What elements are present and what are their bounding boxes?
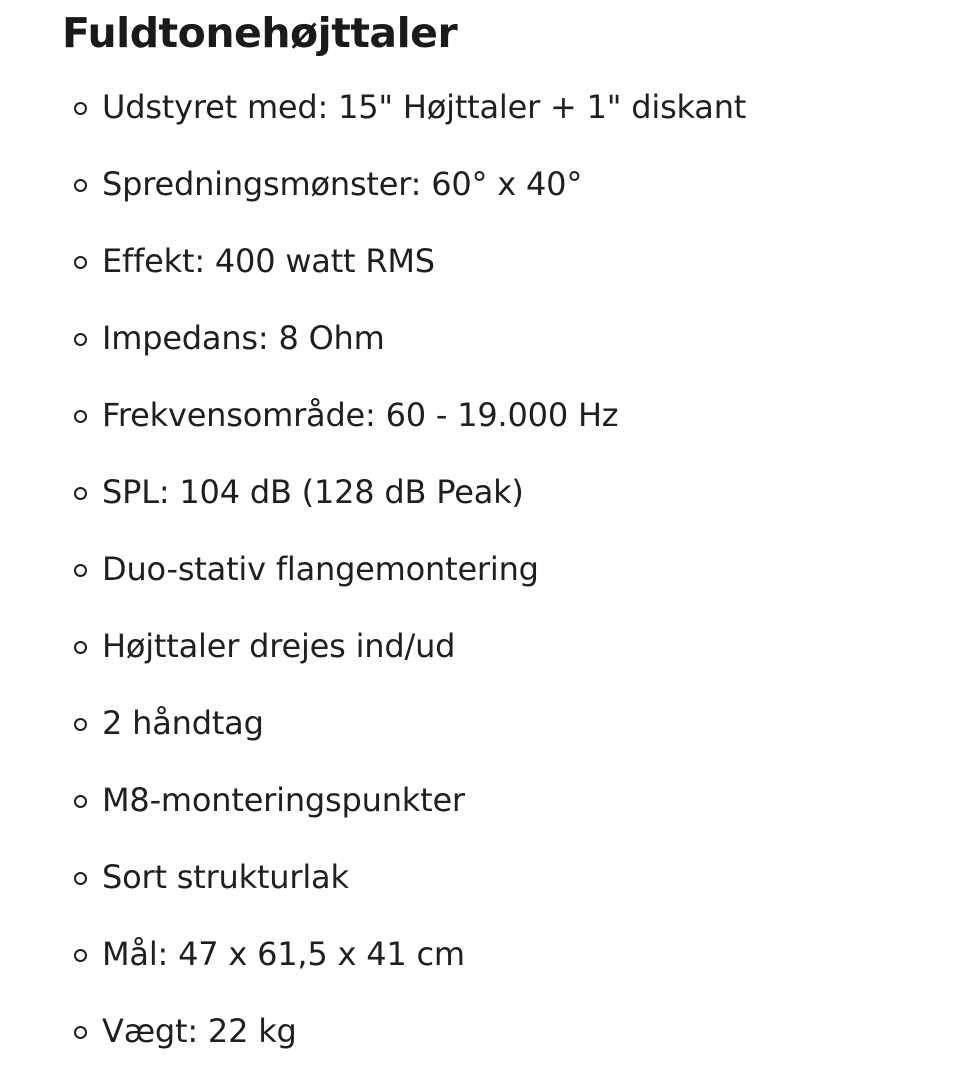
list-item — [0, 688, 960, 765]
bullet-circle-icon — [74, 410, 87, 423]
spec-text: Spredningsmønster: 60° x 40° — [102, 165, 583, 203]
list-item — [0, 457, 960, 534]
bullet-circle-icon — [74, 949, 87, 962]
bullet-circle-icon — [74, 256, 87, 269]
bullet-circle-icon — [74, 333, 87, 346]
bullet-circle-icon — [74, 1026, 87, 1039]
list-item — [0, 765, 960, 842]
list-item — [0, 72, 960, 149]
bullet-circle-icon — [74, 641, 87, 654]
spec-text: 2 håndtag — [102, 704, 264, 742]
bullet-circle-icon — [74, 795, 87, 808]
spec-text: Sort strukturlak — [102, 858, 349, 896]
bullet-circle-icon — [74, 102, 87, 115]
bullet-circle-icon — [74, 564, 87, 577]
spec-text: Effekt: 400 watt RMS — [102, 242, 435, 280]
bullet-circle-icon — [74, 872, 87, 885]
spec-text: M8-monteringspunkter — [102, 781, 465, 819]
list-item — [0, 380, 960, 457]
spec-text: Udstyret med: 15" Højttaler + 1" diskant — [102, 88, 747, 126]
list-item — [0, 842, 960, 919]
spec-text: Vægt: 22 kg — [102, 1012, 297, 1050]
bullet-circle-icon — [74, 487, 87, 500]
spec-text: Duo-stativ flangemontering — [102, 550, 539, 588]
spec-list — [0, 72, 960, 1073]
list-item — [0, 534, 960, 611]
bullet-circle-icon — [74, 718, 87, 731]
list-item — [0, 303, 960, 380]
list-item — [0, 996, 960, 1073]
spec-text: Impedans: 8 Ohm — [102, 319, 385, 357]
spec-text: Mål: 47 x 61,5 x 41 cm — [102, 935, 465, 973]
list-item — [0, 611, 960, 688]
spec-text: Højttaler drejes ind/ud — [102, 627, 456, 665]
list-item — [0, 226, 960, 303]
list-item — [0, 149, 960, 226]
list-item — [0, 919, 960, 996]
spec-text: Frekvensområde: 60 - 19.000 Hz — [102, 396, 619, 434]
bullet-circle-icon — [74, 179, 87, 192]
spec-text: SPL: 104 dB (128 dB Peak) — [102, 473, 524, 511]
page-title: Fuldtonehøjttaler — [62, 9, 458, 57]
